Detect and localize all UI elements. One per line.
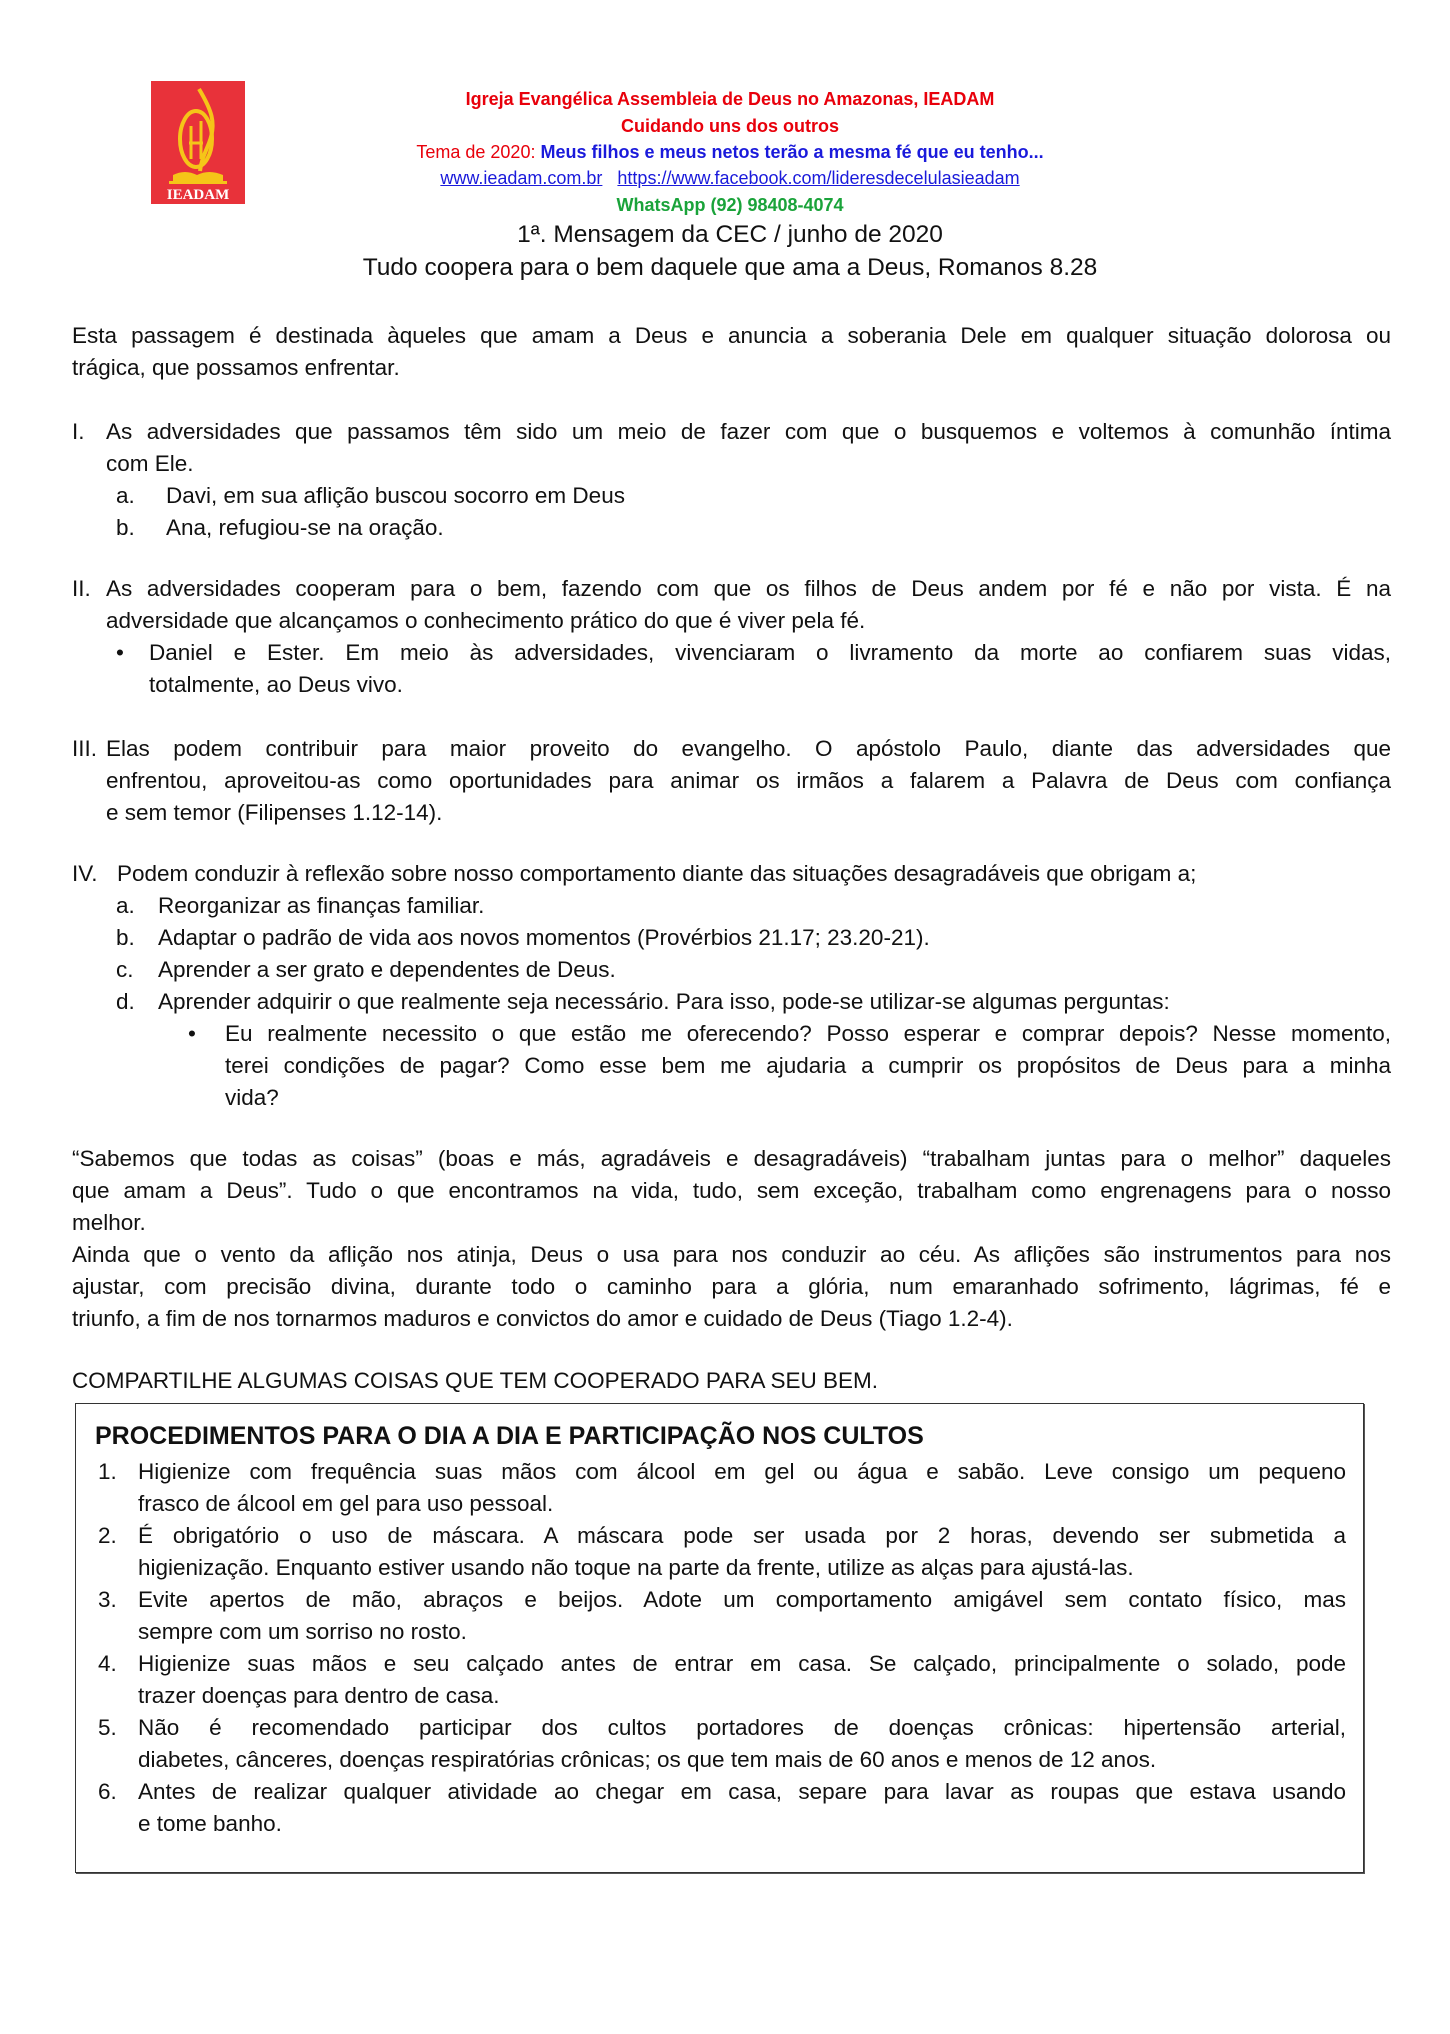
closing-p1-line-2: que amam a Deus”. Tudo o que encontramos na vida, tudo, sem exceção, trabalham como engrenagens para o nosso — [72, 1178, 1391, 1203]
section-3-marker: III. — [72, 736, 98, 761]
procedure-1-line-1: Higienize com frequência suas mãos com álcool em gel ou água e sabão. Leve consigo um pequeno — [138, 1459, 1346, 1484]
closing-p2-line-1: Ainda que o vento da aflição nos atinja, Deus o usa para nos conduzir ao céu. As aflições são instrumentos para nos — [72, 1242, 1391, 1267]
section-4-subitem-b: Adaptar o padrão de vida aos novos momentos (Provérbios 21.17; 23.20-21). — [158, 925, 930, 950]
procedure-1-line-2: frasco de álcool em gel para uso pessoal. — [138, 1491, 554, 1516]
procedure-4-line-2: trazer doenças para dentro de casa. — [138, 1683, 500, 1708]
section-1-line-2: com Ele. — [106, 451, 194, 476]
section-1-subitem-b-marker: b. — [116, 515, 135, 540]
section-4-subitem-d: Aprender adquirir o que realmente seja necessário. Para isso, pode-se utilizar-se algumas perguntas: — [158, 989, 1170, 1014]
theme-label: Tema de 2020: — [416, 142, 536, 162]
closing-p2-line-3: triunfo, a fim de nos tornarmos maduros e convictos do amor e cuidado de Deus (Tiago 1.2-4). — [72, 1306, 1013, 1331]
closing-p1-line-3: melhor. — [72, 1210, 146, 1235]
section-4-subitem-d-marker: d. — [116, 989, 135, 1014]
procedure-5-marker: 5. — [98, 1715, 117, 1740]
section-2-line-2: adversidade que alcançamos o conhecimento prático do que é viver pela fé. — [106, 608, 866, 633]
svg-text:IEADAM: IEADAM — [166, 187, 230, 203]
section-2-marker: II. — [72, 576, 91, 601]
procedure-2-line-2: higienização. Enquanto estiver usando não toque na parte da frente, utilize as alças para ajustá-las. — [138, 1555, 1134, 1580]
section-4-subitem-b-marker: b. — [116, 925, 135, 950]
message-title: 1ª. Mensagem da CEC / junho de 2020 — [517, 221, 943, 248]
procedure-5-line-1: Não é recomendado participar dos cultos portadores de doenças crônicas: hipertensão arterial, — [138, 1715, 1346, 1740]
procedure-6-line-1: Antes de realizar qualquer atividade ao chegar em casa, separe para lavar as roupas que estava usando — [138, 1779, 1346, 1804]
section-4-subitem-c: Aprender a ser grato e dependentes de Deus. — [158, 957, 616, 982]
closing-p1-line-1: “Sabemos que todas as coisas” (boas e más, agradáveis e desagradáveis) “trabalham juntas para o melhor” daqueles — [72, 1146, 1391, 1171]
message-subtitle: Tudo coopera para o bem daquele que ama a Deus, Romanos 8.28 — [362, 254, 1098, 281]
section-4-line-1: Podem conduzir à reflexão sobre nosso comportamento diante das situações desagradáveis que obrigam a; — [117, 861, 1197, 886]
section-4-bullet-icon: • — [188, 1021, 196, 1046]
procedure-5-line-2: diabetes, cânceres, doenças respiratórias crônicas; os que tem mais de 60 anos e menos de 12 anos. — [138, 1747, 1157, 1772]
procedure-3-marker: 3. — [98, 1587, 117, 1612]
procedure-4-line-1: Higienize suas mãos e seu calçado antes de entrar em casa. Se calçado, principalmente o solado, pode — [138, 1651, 1346, 1676]
section-2-bullet-line-2: totalmente, ao Deus vivo. — [149, 672, 403, 697]
section-2-line-1: As adversidades cooperam para o bem, fazendo com que os filhos de Deus andem por fé e não por vista. É na — [106, 576, 1391, 601]
section-1-subitem-a-marker: a. — [116, 483, 135, 508]
section-1-marker: I. — [72, 419, 85, 444]
section-3-line-3: e sem temor (Filipenses 1.12-14). — [106, 800, 443, 825]
organization-name: Igreja Evangélica Assembleia de Deus no Amazonas, IEADAM — [465, 89, 995, 109]
section-4-bullet-line-1: Eu realmente necessito o que estão me oferecendo? Posso esperar e comprar depois? Nesse momento, — [225, 1021, 1391, 1046]
procedure-6-marker: 6. — [98, 1779, 117, 1804]
facebook-link[interactable]: https://www.facebook.com/lideresdecelulasieadam — [617, 168, 1020, 188]
intro-line-1: Esta passagem é destinada àqueles que amam a Deus e anuncia a soberania Dele em qualquer situação dolorosa ou — [72, 323, 1391, 348]
procedure-1-marker: 1. — [98, 1459, 117, 1484]
intro-line-2: trágica, que possamos enfrentar. — [72, 355, 400, 380]
section-4-marker: IV. — [72, 861, 98, 886]
section-2-bullet-icon: • — [116, 640, 124, 665]
section-4-subitem-a-marker: a. — [116, 893, 135, 918]
section-4-bullet-line-2: terei condições de pagar? Como esse bem me ajudaria a cumprir os propósitos de Deus para a minha — [225, 1053, 1391, 1078]
section-4-subitem-a: Reorganizar as finanças familiar. — [158, 893, 485, 918]
motto: Cuidando uns dos outros — [621, 116, 839, 136]
procedure-3-line-1: Evite apertos de mão, abraços e beijos. Adote um comportamento amigável sem contato físico, mas — [138, 1587, 1346, 1612]
procedure-2-marker: 2. — [98, 1523, 117, 1548]
section-1-subitem-a: Davi, em sua aflição buscou socorro em Deus — [166, 483, 625, 508]
theme-text: Meus filhos e meus netos terão a mesma fé que eu tenho... — [540, 142, 1044, 162]
procedure-3-line-2: sempre com um sorriso no rosto. — [138, 1619, 467, 1644]
section-4-subitem-c-marker: c. — [116, 957, 134, 982]
ieadam-logo — [151, 81, 245, 204]
section-1-line-1: As adversidades que passamos têm sido um meio de fazer com que o busquemos e voltemos à comunhão íntima — [106, 419, 1391, 444]
section-2-bullet-line-1: Daniel e Ester. Em meio às adversidades, vivenciaram o livramento da morte ao confiarem suas vidas, — [149, 640, 1391, 665]
procedure-6-line-2: e tome banho. — [138, 1811, 282, 1836]
section-1-subitem-b: Ana, refugiou-se na oração. — [166, 515, 444, 540]
closing-p2-line-2: ajustar, com precisão divina, durante todo o caminho para a glória, num emaranhado sofrimento, lágrimas, fé e — [72, 1274, 1391, 1299]
procedure-4-marker: 4. — [98, 1651, 117, 1676]
theme-line — [300, 142, 1160, 163]
links-line — [300, 168, 1160, 189]
procedures-title: PROCEDIMENTOS PARA O DIA A DIA E PARTICIPAÇÃO NOS CULTOS — [95, 1422, 924, 1450]
whatsapp-contact: WhatsApp (92) 98408-4074 — [616, 195, 844, 215]
website-link[interactable]: www.ieadam.com.br — [440, 168, 603, 188]
flame-bible-logo-icon — [151, 81, 245, 204]
section-3-line-1: Elas podem contribuir para maior proveito do evangelho. O apóstolo Paulo, diante das adversidades que — [106, 736, 1391, 761]
section-3-line-2: enfrentou, aproveitou-as como oportunidades para animar os irmãos a falarem a Palavra de Deus com confiança — [106, 768, 1391, 793]
share-prompt: COMPARTILHE ALGUMAS COISAS QUE TEM COOPERADO PARA SEU BEM. — [72, 1368, 879, 1393]
procedure-2-line-1: É obrigatório o uso de máscara. A máscara pode ser usada por 2 horas, devendo ser submetida a — [138, 1523, 1346, 1548]
section-4-bullet-line-3: vida? — [225, 1085, 279, 1110]
